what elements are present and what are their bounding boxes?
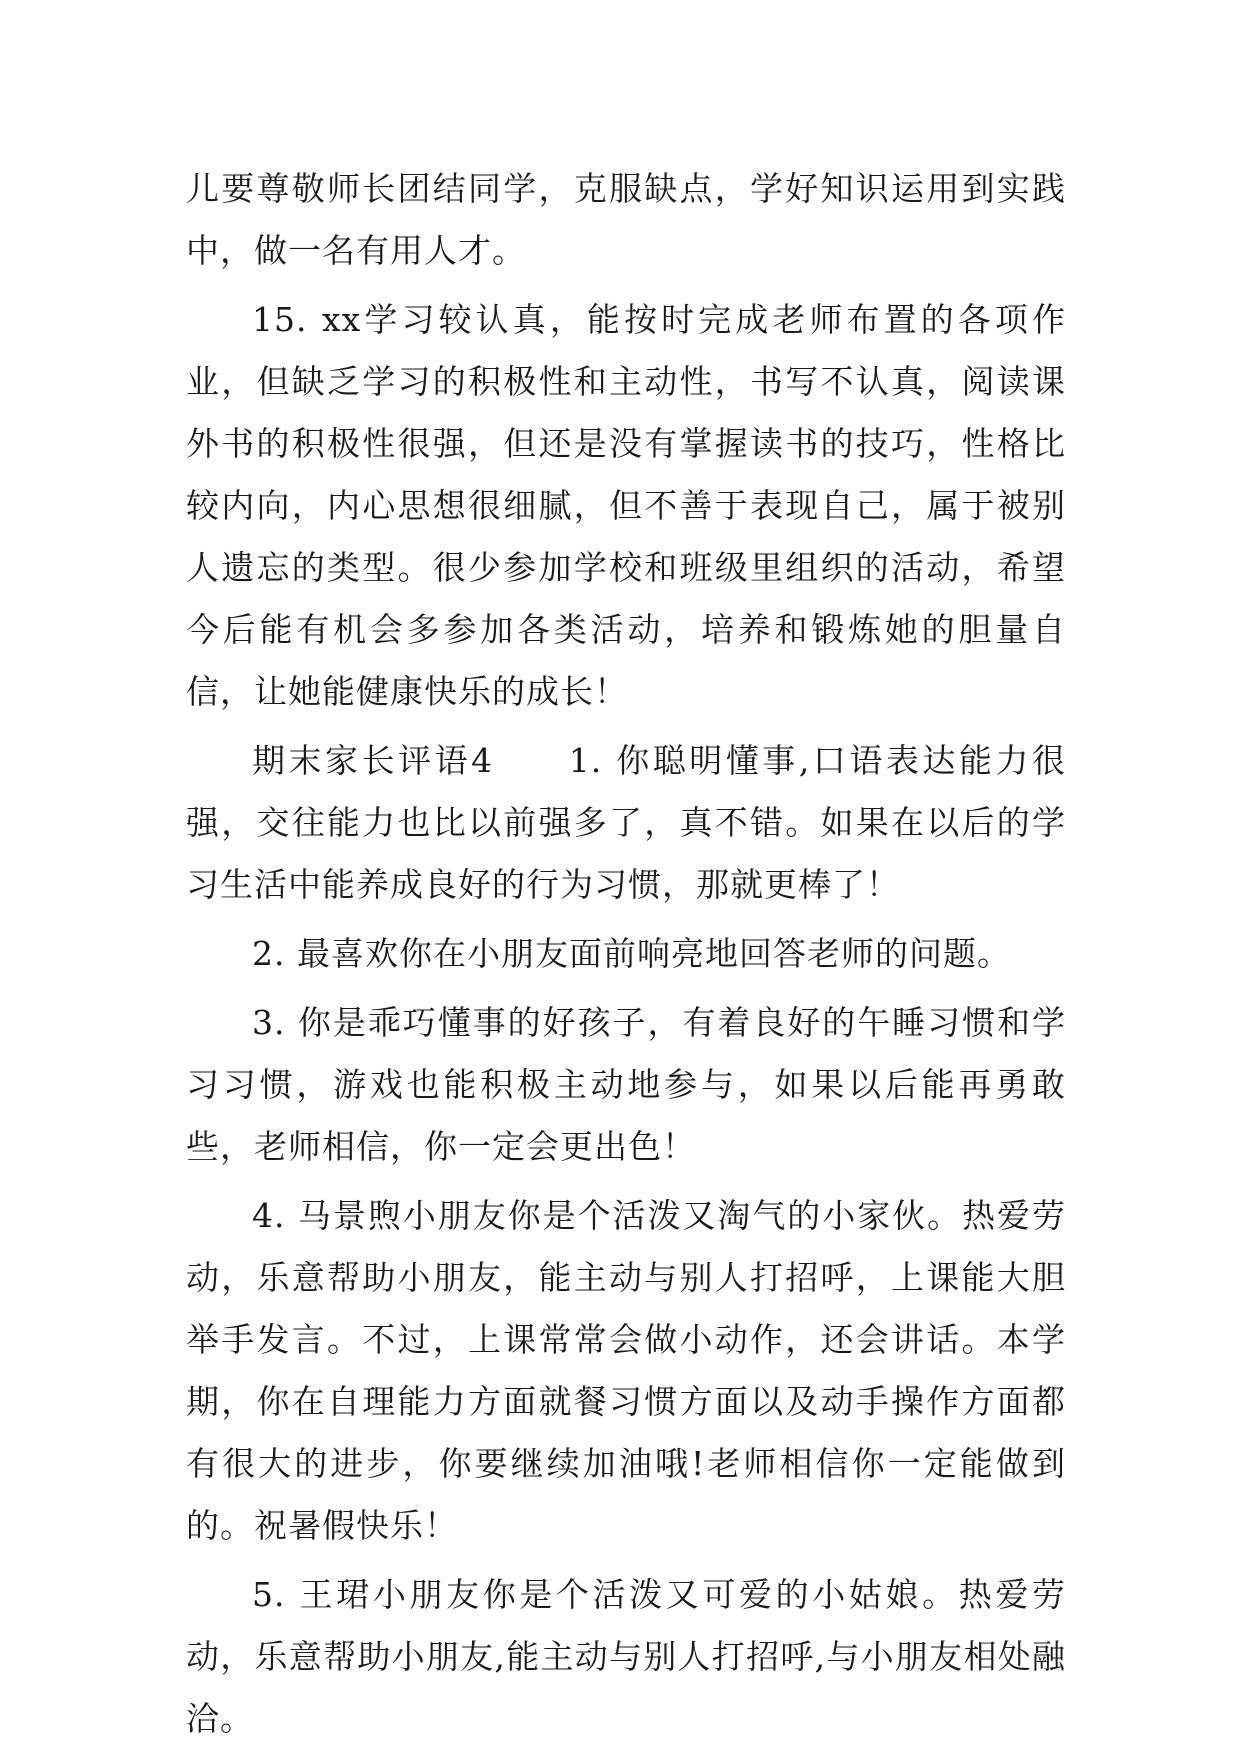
paragraph-section-4-item-1: 期末家长评语4 1. 你聪明懂事,口语表达能力很强，交往能力也比以前强多了，真不错。如果在以后的学习生活中能养成良好的行为习惯，那就更棒了！: [186, 741, 1066, 904]
paragraph-item-5: 5. 王珺小朋友你是个活泼又可爱的小姑娘。热爱劳动，乐意帮助小朋友,能主动与别人打招呼,与小朋友相处融洽。: [186, 1575, 1066, 1738]
paragraph-continued: 儿要尊敬师长团结同学，克服缺点，学好知识运用到实践中，做一名有用人才。: [186, 169, 1066, 270]
paragraph-item-4: 4. 马景煦小朋友你是个活泼又淘气的小家伙。热爱劳动，乐意帮助小朋友，能主动与别人打招呼，上课能大胆举手发言。不过，上课常常会做小动作，还会讲话。本学期，你在自理能力方面就餐习惯方面以及动手操作方面都有很大的进步，你要继续加油哦!老师相信你一定能做到的。祝暑假快乐！: [186, 1196, 1066, 1545]
paragraph-item-2: 2. 最喜欢你在小朋友面前响亮地回答老师的问题。: [252, 934, 1011, 973]
paragraph-item-15: 15. xx学习较认真，能按时完成老师布置的各项作业，但缺乏学习的积极性和主动性，书写不认真，阅读课外书的积极性很强，但还是没有掌握读书的技巧，性格比较内向，内心思想很细腻，但不善于表现自己，属于被别人遗忘的类型。很少参加学校和班级里组织的活动，希望今后能有机会多参加各类活动，培养和锻炼她的胆量自信，让她能健康快乐的成长！: [186, 300, 1066, 711]
document-body: [186, 158, 1066, 1757]
paragraph-item-3: 3. 你是乖巧懂事的好孩子，有着良好的午睡习惯和学习习惯，游戏也能积极主动地参与，如果以后能再勇敢些，老师相信，你一定会更出色！: [186, 1003, 1066, 1166]
